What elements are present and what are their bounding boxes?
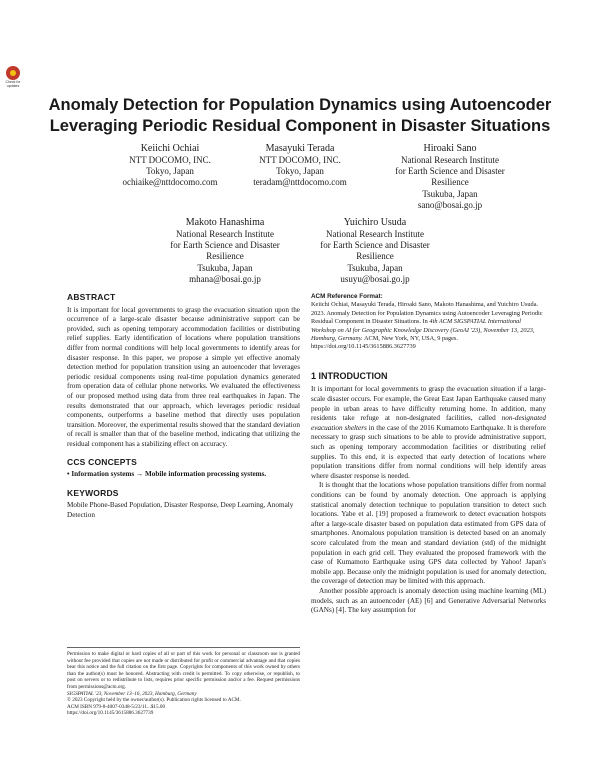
- paper-title: [40, 95, 560, 137]
- isbn-line: ACM ISBN 979-8-4007-0348-5/23/11...$15.00: [67, 703, 166, 710]
- author-affiliation: for Earth Science and Disaster: [170, 240, 280, 251]
- author-block: [155, 217, 295, 285]
- permission-notice: Permission to make digital or hard copies of all or part of this work for personal or classroom use is granted without fee provided that copies are not made or distributed for profit or commercial advantage and that copies bear this notice and the full citation on the first page. Copyrights for components of this work owned by others than the author(s) must be honored. Abstracting with credit is permitted. To copy otherwise, or republish, to post on servers or to redistribute to lists, requires prior specific permission and/or a fee. Request permissions from permissions@acm.org.: [67, 651, 300, 690]
- author-name: Yuichiro Usuda: [343, 217, 407, 228]
- intro-paragraph-1: [311, 385, 546, 481]
- author-affiliation: NTT DOCOMO, INC.: [129, 155, 211, 165]
- left-column: [67, 293, 300, 520]
- venue-line: SIGSPATIAL '23, November 13–16, 2023, Hamburg, Germany: [67, 690, 197, 697]
- introduction-heading: 1 INTRODUCTION: [311, 370, 388, 381]
- author-location: Tsukuba, Japan: [347, 262, 403, 273]
- acm-reference: [311, 293, 546, 352]
- author-block: [380, 143, 520, 211]
- acm-reference-doi[interactable]: ACM, New York, NY, USA, 9 pages. https://doi.org/10.1145/3615886.3627739: [311, 335, 458, 351]
- doi-link[interactable]: https://doi.org/10.1145/3615886.3627739: [67, 710, 154, 717]
- copyright-footnote: [67, 647, 300, 717]
- author-email: ochiaike@nttdocomo.com: [122, 177, 218, 188]
- intro-p1-text-a: It is important for local governments to grasp the evacuation situation if a large-scale disaster occurs. For example, the Great East Japan Earthquake caused many people in urban areas to have difficulty returning home. In addition, many residents take refuge at non-designated facilities, called: [311, 385, 546, 423]
- title-line-1: Anomaly Detection for Population Dynamics using Autoencoder: [48, 96, 552, 114]
- author-affiliation: National Research Institute: [401, 155, 499, 165]
- acm-reference-text: [311, 301, 546, 351]
- author-affiliation: for Earth Science and Disaster: [320, 240, 430, 251]
- author-affiliation: National Research Institute: [326, 229, 424, 239]
- abstract-text: It is important for local governments to grasp the evacuation situation upon the occurrence of a large-scale disaster because administrative support can be provided, such as opening temporary accommodation facilities or distributing relief supplies. Early identification of locations where population transitions differ from normal conditions will help local governments to identify areas for disaster response. In this paper, we propose a simple yet effective anomaly detection method for population transition using an autoencoder that leverages periodic residual components using real-time population dynamics generated from operation data of cellular phone networks. We evaluated the effectiveness of our proposed method using data from three real earthquakes in Japan. The results demonstrated that our approach, which leverages periodic residual components, outperforms a baseline method that directly uses population transition. Moreover, the experimental results showed that the standard deviation of recall is smaller than that of the baseline method, indicating that utilizing the residual component has a stabilizing effect on accuracy.: [67, 305, 300, 448]
- badge-text: Check for updates: [5, 80, 21, 88]
- acm-reference-heading: ACM Reference Format:: [311, 293, 383, 300]
- acm-reference-venue: 4th ACM SIGSPATIAL International Workshop on AI for Geographic Knowledge Discovery (GeoAI '23), November 13, 2023, Hamburg, Germany.: [311, 318, 535, 343]
- check-for-updates-icon: [6, 66, 20, 80]
- author-affiliation: for Earth Science and Disaster: [395, 166, 505, 177]
- check-for-updates-badge[interactable]: [3, 66, 23, 92]
- abstract-heading: ABSTRACT: [67, 292, 116, 302]
- author-name: Masayuki Terada: [265, 143, 335, 154]
- copyright-line: © 2023 Copyright held by the owner/author(s). Publication rights licensed to ACM.: [67, 697, 241, 704]
- author-affiliation: Resilience: [206, 251, 244, 262]
- intro-paragraph-3: Another possible approach is anomaly detection using machine learning (ML) models, such as an autoencoder (AE) [6] and Generative Adversarial Networks (GANs) [4]. The key assumption for: [311, 586, 546, 615]
- intro-paragraph-2: It is thought that the locations whose population transitions differ from normal conditions can be found by anomaly detection. One approach is applying statistical anomaly detection technique to population transition to detect such locations. Yabe et al. [19] proposed a framework to detect evacuation hotspots after a large-scale disaster based on population data estimated from GPS data of smartphones. Anomalous population transition is detected based on an anomaly score calculated from the mean and standard deviation (std) of the midnight population in each grid cell. They evaluated the proposed framework with the case of Kumamoto Earthquake using GPS data collected by Yahoo! Japan's mobile app. Because only the midnight population is used for anomaly detection, the coverage of detection may be limited with this approach.: [311, 481, 546, 586]
- title-line-2: Leveraging Periodic Residual Component in Disaster Situations: [49, 117, 551, 135]
- keywords-text: Mobile Phone-Based Population, Disaster Response, Deep Learning, Anomaly Detection: [67, 501, 294, 519]
- author-location: Tokyo, Japan: [276, 166, 324, 177]
- author-location: Tsukuba, Japan: [197, 262, 253, 273]
- author-email: mhana@bosai.go.jp: [189, 273, 261, 284]
- author-email: teradam@nttdocomo.com: [253, 177, 347, 188]
- author-name: Hiroaki Sano: [423, 143, 477, 154]
- author-affiliation: Resilience: [431, 177, 469, 188]
- author-email: sano@bosai.go.jp: [417, 199, 483, 210]
- intro-p1-emphasis: non-designated evacuation shelters: [311, 414, 546, 432]
- author-location: Tokyo, Japan: [146, 166, 194, 177]
- author-block: [305, 217, 445, 285]
- author-location: Tsukuba, Japan: [422, 188, 478, 199]
- author-block: [100, 143, 240, 189]
- ccs-heading: CCS CONCEPTS: [67, 456, 137, 467]
- author-affiliation: Resilience: [356, 251, 394, 262]
- ccs-text: • Information systems → Mobile information processing systems.: [67, 470, 267, 479]
- acm-reference-citation: Keiichi Ochiai, Masayuki Terada, Hiroaki Sano, Makoto Hanashima, and Yuichiro Usuda. 2023. Anomaly Detection for Population Dynamics using Autoencoder Leveraging Periodic Residual Component in Disaster Situations. In: [311, 301, 543, 326]
- author-email: usuyu@bosai.go.jp: [340, 273, 410, 284]
- author-affiliation: NTT DOCOMO, INC.: [259, 155, 341, 165]
- keywords-heading: KEYWORDS: [67, 487, 119, 498]
- author-name: Keiichi Ochiai: [140, 143, 200, 154]
- author-name: Makoto Hanashima: [185, 217, 265, 228]
- intro-p1-text-b: in the case of the 2016 Kumamoto Earthquake. It is therefore necessary to grasp such situations to be able to provide administrative support, such as opening temporary accommodation facilities or distributing relief supplies. To this end, it is expected that early detection of locations where population transitions differ from normal conditions will help identify areas where disaster response is needed.: [311, 423, 546, 480]
- author-affiliation: National Research Institute: [176, 229, 274, 239]
- right-column: [311, 293, 546, 616]
- author-block: [230, 143, 370, 189]
